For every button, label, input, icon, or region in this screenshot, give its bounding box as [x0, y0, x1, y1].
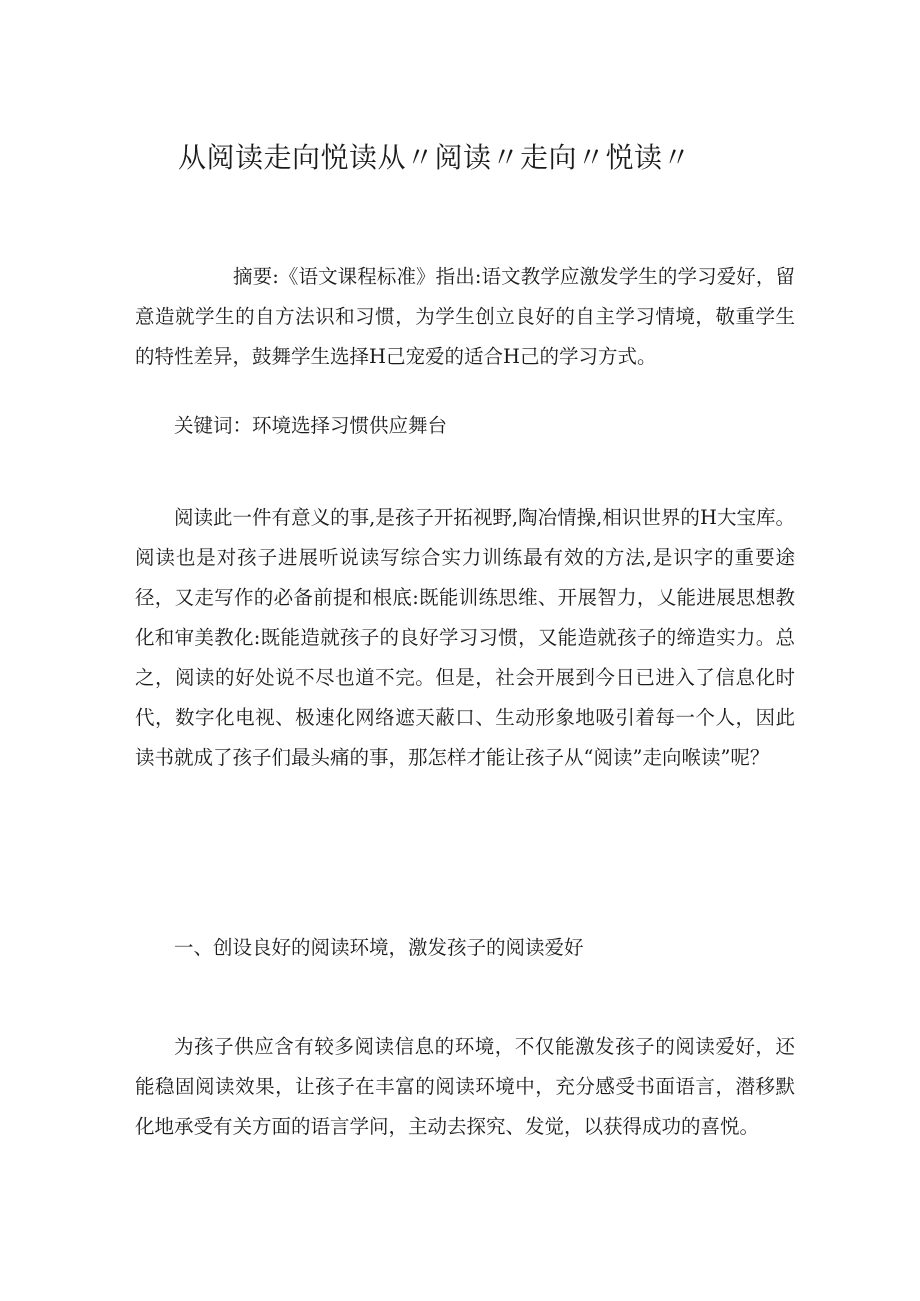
body-paragraph-1: 阅读此一件有意义的事,是孩子开拓视野,陶冶情操,相识世界的H大宝库。阅读也是对孩子进展听说读写综合实力训练最有效的方法,是识字的重要途径，又走写作的必备前提和根底:既能训练思维、开展智力，乂能进展思想教化和审美教化:既能造就孩子的良好学习习惯，又能造就孩子的缔造实力。总之，阅读的好处说不尽也道不完。但是，社会开展到今日已进入了信息化时代，数字化电视、极速化网络遮天蔽口、生动形象地吸引着每一个人，因此读书就成了孩子们最头痛的事，那怎样才能让孩子从“阅读”走向喉读”呢？: [135, 506, 795, 769]
document-title: 从阅读走向悦读从〃阅读〃走向〃悦读〃: [178, 141, 692, 174]
abstract-paragraph: 摘要:《语文课程标准》指出:语文教学应激发学生的学习爱好，留意造就学生的自方法识和习惯，为学生创立良好的自主学习情境，敬重学生的特性差异，鼓舞学生选择H己宠爱的适合H己的学习方式。: [135, 265, 795, 368]
keywords-line: 关键词：环境选择习惯供应舞台: [174, 414, 448, 437]
body-paragraph-2: 为孩子供应含有较多阅读信息的环境，不仅能激发孩子的阅读爱好，还能稳固阅读效果，让孩子在丰富的阅读环境中，充分感受书面语言，潜移默化地承受有关方面的语言学问，主动去探究、发觉，以获得成功的喜悦。: [135, 1035, 795, 1138]
section-heading-1: 一、创设良好的阅读环境，激发孩子的阅读爱好: [174, 936, 584, 959]
